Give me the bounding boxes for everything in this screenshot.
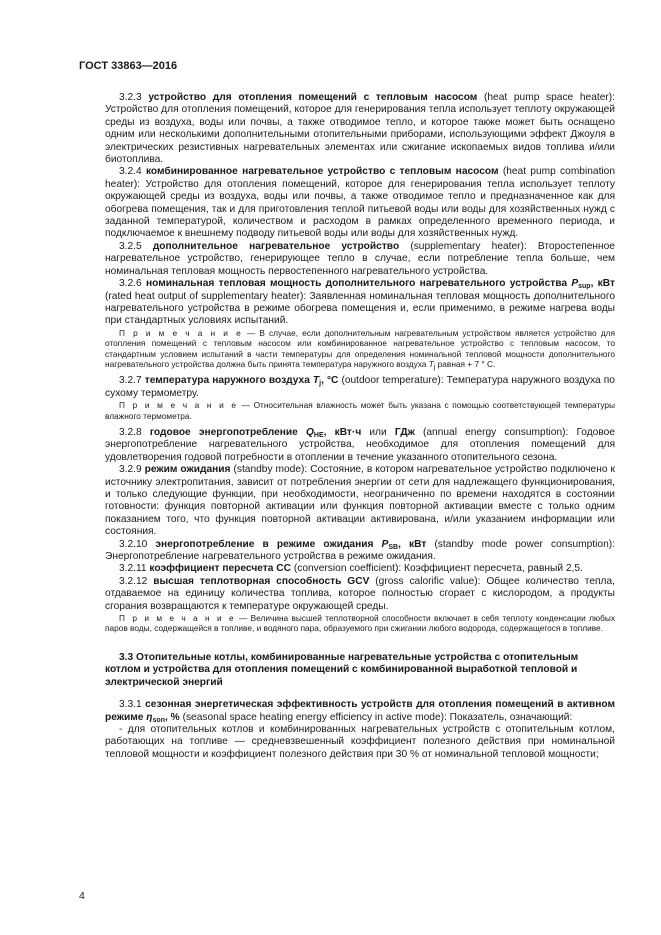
clause-unit: , % (164, 711, 180, 723)
clause-symbol: Q (305, 426, 314, 438)
note-text: — В случае, если дополнительным нагревательным устройством является устройство для отопления помещений с тепловым насосом или комбинированное нагревательное устройство с тепловым насосом, то стандартным условием испытаний в части температуры для определения номинальной тепловой мощности дополнительного нагревательного устройства должна быть принята температура наружного воздуха (105, 327, 615, 369)
note-symbol-sub: j (433, 363, 436, 371)
note-text: — Величина высшей теплотворной способности включает в себя теплоту конденсации любых паров воды, содержащейся в топливе, и водяного пара, образуемого при сжигании любого водорода, содержащегося в топливе. (105, 613, 615, 634)
clause-3-3-1 (105, 699, 615, 724)
clause-term: температура наружного воздуха (144, 375, 310, 387)
clause-term: коэффициент пересчета CC (149, 563, 291, 575)
clause-conj: или (361, 426, 395, 438)
clause-term: энергопотребление в режиме ожидания (155, 538, 374, 550)
clause-unit: , кВт·ч (323, 426, 362, 438)
clause-number: 3.2.6 (119, 278, 142, 290)
clause-symbol: P (571, 278, 579, 290)
clause-term: сезонная энергетическая эффективность устройств для отопления помещений в активном режиме (105, 699, 615, 723)
clause-number: 3.2.9 (119, 464, 142, 476)
clause-3-2-4 (105, 166, 615, 240)
clause-text: (conversion coefficient): Коэффициент пересчета, равный 2,5. (293, 563, 583, 575)
document-header: ГОСТ 33863—2016 (79, 60, 178, 72)
clause-symbol-sub: SB (388, 543, 399, 551)
clause-text: (heat pump space heater): Устройство для отопления помещений, которое для генерирования тепла использует теплоту окружающей среды из воздуха, воды или почвы, а также отводимое тепло, и которое также может быть оснащено одним или несколькими дополнительными отопительными приборами, использующими эффект Джоуля в электрических резистивных нагревательных элементах или сжигание ископаемых видов топлива и/или биотоплива. (105, 92, 615, 166)
clause-unit-2: ГДж (394, 426, 415, 438)
note-label: П р и м е ч а н и е (119, 400, 239, 411)
note-text: — Относительная влажность может быть указана с помощью соответствующей температуры влажного термометра. (105, 400, 615, 421)
clause-text: (standby mode power consumption): Энергопотребление нагревательного устройства в режиме ожидания. (105, 538, 615, 563)
clause-symbol: T (312, 375, 320, 387)
clause-3-2-7 (105, 375, 615, 400)
clause-symbol-sub: sup (578, 283, 591, 291)
clause-text: (heat pump combination heater): Устройство для отопления помещений, которое для генерирования тепла использует теплоту окружающей среды из воздуха, воды или почвы, а также отводимое тепло и предназначенное как для обогрева помещения, так и для приготовления теплой питьевой воды или воды для хозяйственных нужд с заданной температурой, количеством и расходом в рамках определенного временного периода, и подключаемое к внешнему подводу питьевой воды или воды для хозяйственных нужд. (105, 166, 615, 240)
clause-unit: , кВт (590, 278, 615, 290)
clause-text: (annual energy consumption): Годовое энергопотребление нагревательного устройства, необходимое для отопления помещений для удовлетворения годовой потребности в отоплении в течение указанного отопительного сезона. (105, 426, 615, 463)
clause-text: (gross calorific value): Общее количество тепла, отдаваемое на единицу количества топлива, которое полностью сгорает с кислородом, а продукты сгорания возвращаются к температуре окружающей среды. (105, 575, 615, 612)
document-body (105, 92, 615, 761)
clause-term: комбинированное нагревательное устройство с тепловым насосом (145, 166, 499, 178)
note-tail: равная + 7 ° С. (435, 358, 496, 369)
clause-text: (supplementary heater): Второстепенное нагревательное устройство, генерирующее тепло в случае, если потребление тепла больше, чем номинальная тепловая мощность первостепенного нагревательного устройства. (105, 240, 615, 277)
clause-number: 3.2.10 (119, 538, 148, 550)
clause-term: годовое энергопотребление (149, 426, 298, 438)
note-2 (105, 400, 615, 421)
clause-term: дополнительное нагревательное устройство (152, 240, 400, 252)
clause-3-2-3 (105, 92, 615, 166)
clause-text: (seasonal space heating energy efficiency in active mode): Показатель, означающий: (182, 711, 573, 723)
clause-text: (outdoor temperature): Температура наружного воздуха по сухому термометру. (105, 375, 615, 399)
note-label: П р и м е ч а н и е (119, 613, 236, 624)
clause-3-2-5 (105, 241, 615, 278)
clause-number: 3.3.1 (119, 699, 142, 711)
clause-number: 3.2.7 (119, 375, 142, 387)
clause-term: устройство для отопления помещений с тепловым насосом (148, 92, 478, 103)
note-symbol: T (428, 358, 434, 369)
clause-text: (standby mode): Состояние, в котором нагревательное устройство подключено к источнику электропитания, зависит от потребления энергии от сети для надлежащего функционирования, и только следующие функции, при необходимости, неограниченно по времени находятся в состоянии готовности: функция повторной активации или функция повторной активации вместе с только одним показанием того, что функция повторной активации активирована, и/или указанием информации или состояния. (105, 464, 615, 538)
clause-3-2-6 (105, 278, 615, 328)
clause-number: 3.2.4 (119, 166, 142, 178)
note-label: П р и м е ч а н и е (119, 327, 243, 338)
clause-symbol-sub: j (319, 380, 322, 388)
clause-symbol: P (381, 538, 389, 550)
clause-term: номинальная тепловая мощность дополнительного нагревательного устройства (145, 278, 568, 290)
clause-3-2-12 (105, 576, 615, 613)
clause-number: 3.2.3 (119, 92, 142, 103)
clause-number: 3.2.11 (119, 563, 147, 575)
page-number: 4 (79, 890, 85, 902)
clause-term: высшая теплотворная способность GCV (153, 575, 370, 587)
clause-term: режим ожидания (144, 464, 231, 476)
clause-3-2-8 (105, 427, 615, 464)
clause-number: 3.2.5 (119, 240, 142, 252)
clause-number: 3.2.12 (119, 575, 148, 587)
section-heading-3-3: 3.3 Отопительные котлы, комбинированные нагревательные устройства с отопительным котлом и устройства для отопления помещений с комбинированной выработкой тепловой и электрической энергий (105, 651, 579, 688)
bullet-item: - для отопительных котлов и комбинированных нагревательных устройств с отопительным котлом, работающих на топливе — средневзвешенный коэффициент полезного действия при номинальной тепловой мощности и коэффициент полезного действия при 30 % от номинальной тепловой мощности; (105, 723, 615, 760)
clause-symbol: η (146, 711, 153, 723)
clause-number: 3.2.8 (119, 426, 142, 438)
clause-text: (rated heat output of supplementary heater): Заявленная номинальная тепловая мощность дополнительного нагревательного устройства в режиме обогрева помещения и, если применимо, в режиме нагрева воды при стандартных условиях испытаний. (105, 290, 615, 327)
clause-unit: , °С (321, 375, 339, 387)
note-1 (105, 328, 615, 370)
clause-3-2-11 (105, 563, 615, 575)
clause-unit: , кВт (398, 538, 427, 550)
clause-3-2-9 (105, 464, 615, 538)
clause-3-2-10 (105, 539, 615, 564)
clause-symbol-sub: son (152, 716, 165, 724)
clause-symbol-sub: HE (313, 431, 324, 439)
note-3 (105, 613, 615, 634)
